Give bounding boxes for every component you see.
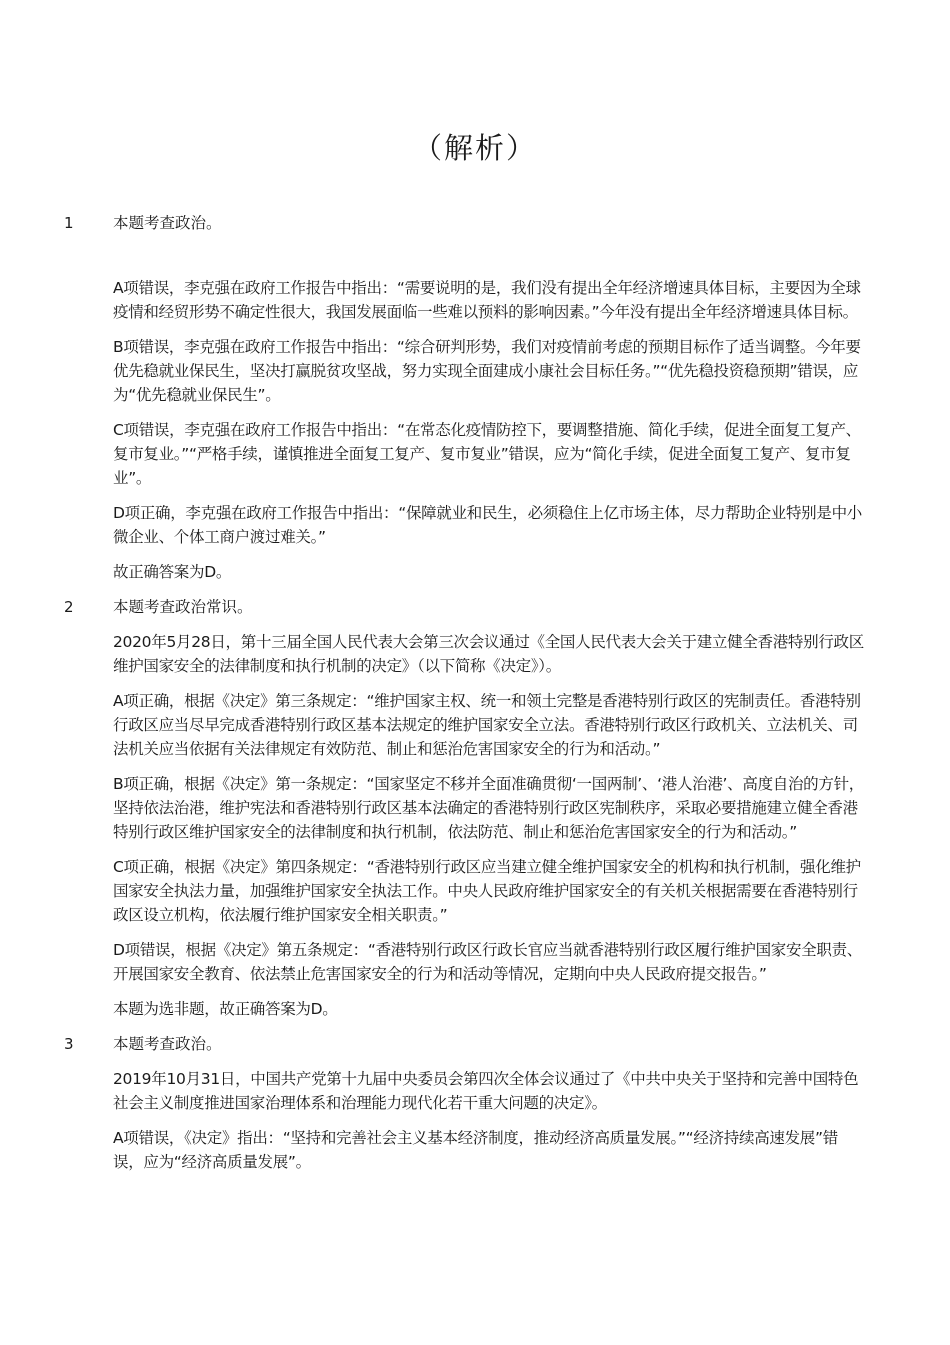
explanation-paragraph: D项正确，李克强在政府工作报告中指出：“保障就业和民生，必须稳住上亿市场主体，尽力帮助企业特别是中小微企业、个体工商户渡过难关。” [113, 504, 862, 546]
answer-sections [0, 211, 950, 1174]
question-number: 3 [64, 1035, 74, 1053]
explanation-paragraph: C项错误，李克强在政府工作报告中指出：“在常态化疫情防控下，要调整措施、简化手续，促进全面复工复产、复市复业。”“严格手续，谨慎推进全面复工复产、复市复业”错误，应为“简化手续，促进全面复工复产、复市复业”。 [113, 421, 861, 487]
answer-conclusion: 故正确答案为D。 [113, 563, 232, 581]
explanation-paragraph: 2019年10月31日，中国共产党第十九届中央委员会第四次全体会议通过了《中共中央关于坚持和完善中国特色社会主义制度推进国家治理体系和治理能力现代化若干重大问题的决定》。 [113, 1070, 859, 1112]
explanation-paragraph: A项错误，李克强在政府工作报告中指出：“需要说明的是，我们没有提出全年经济增速具体目标，主要因为全球疫情和经贸形势不确定性很大，我国发展面临一些难以预料的影响因素。”今年没有提出全年经济增速具体目标。 [113, 279, 861, 321]
explanation-paragraph: B项正确，根据《决定》第一条规定：“国家坚定不移并全面准确贯彻‘一国两制’、‘港人治港’、高度自治的方针，坚持依法治港，维护宪法和香港特别行政区基本法确定的香港特别行政区宪制秩序，采取必要措施建立健全香港特别行政区维护国家安全的法律制度和执行机制，依法防范、制止和惩治危害国家安全的行为和活动。” [113, 775, 864, 841]
answer-conclusion: 本题为选非题，故正确答案为D。 [113, 1000, 338, 1018]
question-topic: 本题考查政治。 [113, 1035, 222, 1053]
question-topic: 本题考查政治常识。 [113, 598, 253, 616]
explanation-paragraph: A项错误，《决定》指出：“坚持和完善社会主义基本经济制度，推动经济高质量发展。”“经济持续高速发展”错误，应为“经济高质量发展”。 [113, 1129, 838, 1171]
explanation-paragraph: 2020年5月28日，第十三届全国人民代表大会第三次会议通过《全国人民代表大会关于建立健全香港特别行政区维护国家安全的法律制度和执行机制的决定》（以下简称《决定》）。 [113, 633, 864, 675]
explanation-paragraph: C项正确，根据《决定》第四条规定：“香港特别行政区应当建立健全维护国家安全的机构和执行机制，强化维护国家安全执法力量，加强维护国家安全执法工作。中央人民政府维护国家安全的有关机关根据需要在香港特别行政区设立机构，依法履行维护国家安全相关职责。” [113, 858, 861, 924]
question-section-3 [0, 1032, 950, 1174]
explanation-paragraph: B项错误，李克强在政府工作报告中指出：“综合研判形势，我们对疫情前考虑的预期目标作了适当调整。今年要优先稳就业保民生，坚决打赢脱贫攻坚战，努力实现全面建成小康社会目标任务。”“优先稳投资稳预期”错误，应为“优先稳就业保民生”。 [113, 338, 861, 404]
question-section-1 [0, 211, 950, 584]
question-number: 1 [64, 214, 74, 232]
question-topic: 本题考查政治。 [113, 214, 222, 232]
explanation-paragraph: A项正确，根据《决定》第三条规定：“维护国家主权、统一和领土完整是香港特别行政区的宪制责任。香港特别行政区应当尽早完成香港特别行政区基本法规定的维护国家安全立法。香港特别行政区行政机关、立法机关、司法机关应当依据有关法律规定有效防范、制止和惩治危害国家安全的行为和活动。” [113, 692, 861, 758]
question-section-2 [0, 595, 950, 1021]
explanation-paragraph: D项错误，根据《决定》第五条规定：“香港特别行政区行政长官应当就香港特别行政区履行维护国家安全职责、开展国家安全教育、依法禁止危害国家安全的行为和活动等情况，定期向中央人民政府提交报告。” [113, 941, 862, 983]
question-number: 2 [64, 598, 74, 616]
page-title: （解析） [412, 131, 537, 165]
